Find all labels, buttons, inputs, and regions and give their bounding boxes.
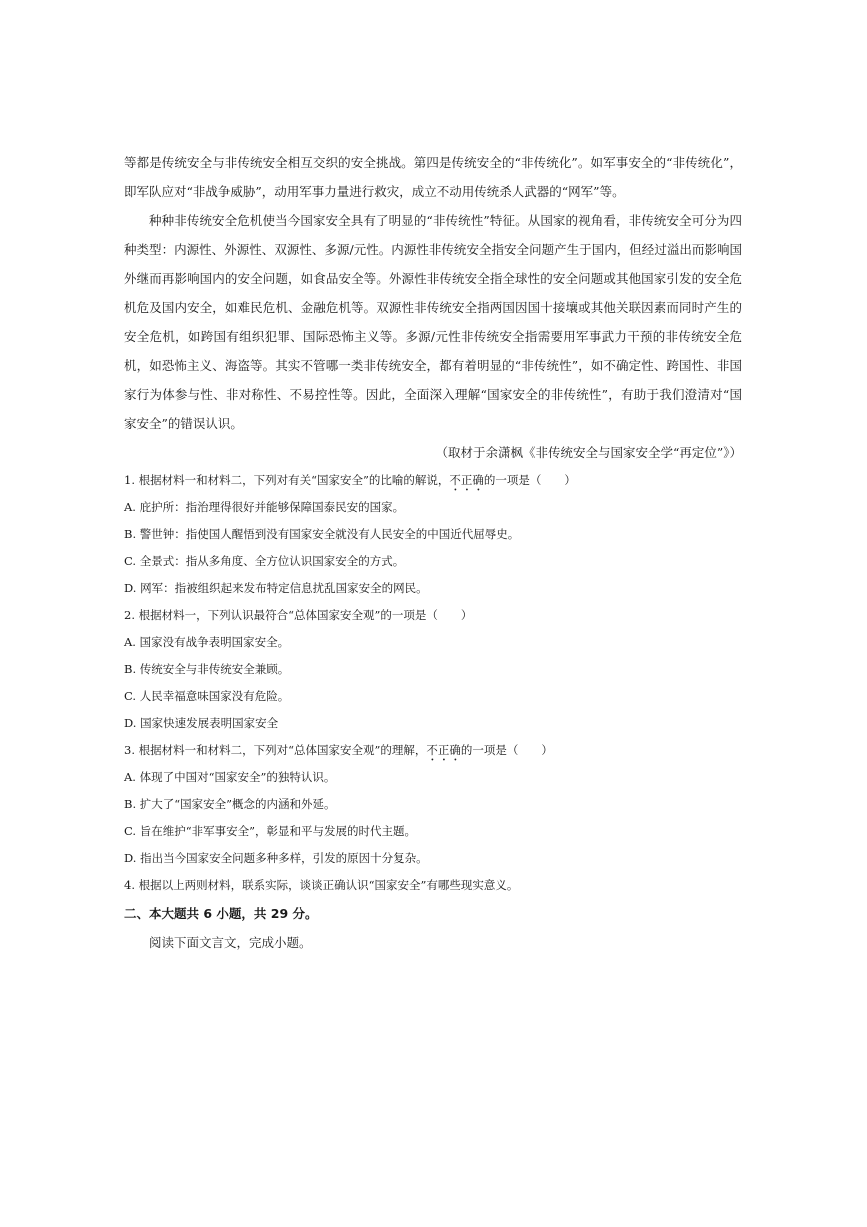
question-3-stem <box>124 737 742 764</box>
question-3-emphasis: 不正确 <box>426 743 461 757</box>
section-heading: 二、本大题共 6 小题，共 29 分。 <box>124 906 318 921</box>
question-3-option-a: A. 体现了中国对“国家安全”的独特认识。 <box>124 770 336 784</box>
question-3-stem-post: 的一项是（ ） <box>460 743 553 757</box>
question-3-option-b: B. 扩大了“国家安全”概念的内涵和外延。 <box>124 797 336 811</box>
question-1-stem-post: 的一项是（ ） <box>483 473 576 487</box>
question-1-option-a: A. 庇护所：指治理得很好并能够保障国泰民安的国家。 <box>124 500 405 514</box>
question-2-stem <box>124 602 742 629</box>
question-3-stem-pre: 3. 根据材料一和材料二，下列对“总体国家安全观”的理解， <box>124 743 427 757</box>
question-3 <box>124 737 742 872</box>
page-content <box>124 148 742 957</box>
question-1-stem <box>124 467 742 494</box>
question-3-option-c: C. 旨在维护“非军事安全”，彰显和平与发展的时代主题。 <box>124 824 416 838</box>
question-2-option-d: D. 国家快速发展表明国家安全 <box>124 716 279 730</box>
question-4-stem: 4. 根据以上两则材料，联系实际，谈谈正确认识“国家安全”有哪些现实意义。 <box>124 878 519 892</box>
question-1-option-b: B. 警世钟：指使国人醒悟到没有国家安全就没有人民安全的中国近代屈辱史。 <box>124 527 520 541</box>
section-lead: 阅读下面文言文，完成小题。 <box>149 935 312 950</box>
source-citation: （取材于余潇枫《非传统安全与国家安全学“再定位”》） <box>435 445 742 460</box>
question-1-emphasis: 不正确 <box>449 473 484 487</box>
question-1-option-c: C. 全景式：指从多角度、全方位认识国家安全的方式。 <box>124 554 405 568</box>
question-1-option-d: D. 网军：指被组织起来发布特定信息扰乱国家安全的网民。 <box>124 581 428 595</box>
question-2-stem-pre: 2. 根据材料一，下列认识最符合“总体国家安全观”的一项是（ ） <box>124 608 473 622</box>
question-2-option-c: C. 人民幸福意味国家没有危险。 <box>124 689 290 703</box>
question-4 <box>124 872 742 899</box>
question-2 <box>124 602 742 737</box>
question-1-stem-pre: 1. 根据材料一和材料二，下列对有关“国家安全”的比喻的解说， <box>124 473 450 487</box>
question-2-option-b: B. 传统安全与非传统安全兼顾。 <box>124 662 290 676</box>
question-3-option-d: D. 指出当今国家安全问题多种多样，引发的原因十分复杂。 <box>124 851 428 865</box>
paragraph-continued: 等都是传统安全与非传统安全相互交织的安全挑战。第四是传统安全的“非传统化”。如军事安全的“非传统化”，即军队应对“非战争威胁”，动用军事力量进行救灾，成立不动用传统杀人武器的“网军”等。 <box>124 155 742 199</box>
question-2-option-a: A. 国家没有战争表明国家安全。 <box>124 635 290 649</box>
paragraph-non-traditional-security: 种种非传统安全危机使当今国家安全具有了明显的“非传统性”特征。从国家的视角看，非传统安全可分为四种类型：内源性、外源性、双源性、多源/元性。内源性非传统安全指安全问题产生于国内，但经过溢出而影响国外继而再影响国内的安全问题，如食品安全等。外源性非传统安全指全球性的安全问题或其他国家引发的安全危机危及国内安全，如难民危机、金融危机等。双源性非传统安全指两国因国十接壤或其他关联因素而同时产生的安全危机，如跨国有组织犯罪、国际恐怖主义等。多源/元性非传统安全指需要用军事武力干预的非传统安全危机，如恐怖主义、海盗等。其实不管哪一类非传统安全，都有着明显的“非传统性”，如不确定性、跨国性、非国家行为体参与性、非对称性、不易控性等。因此，全面深入理解“国家安全的非传统性”，有助于我们澄清对“国家安全”的错误认识。 <box>124 213 742 431</box>
question-1 <box>124 467 742 602</box>
